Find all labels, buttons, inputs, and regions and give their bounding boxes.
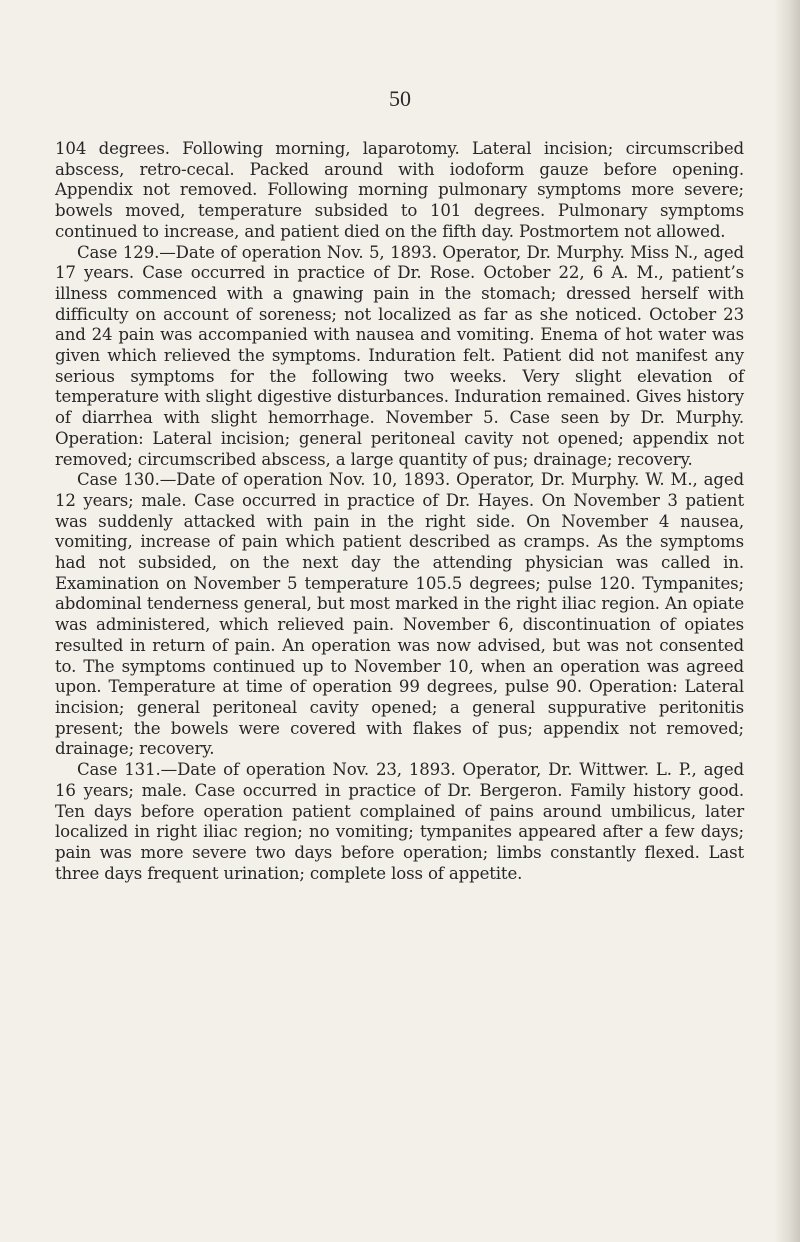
paragraph-case-130: Case 130.—Date of operation Nov. 10, 1893. Operator, Dr. Murphy. W. M., aged 12 years; male. Case occurred in practice of Dr. Hayes. On November 3 patient was suddenly attacked with pain in the right side. On November 4 nausea, vomiting, increase of pain which patient described as cramps. As the symptoms had not subsided, on the next day the attending physician was called in. Examination on November 5 temperature 105.5 degrees; pulse 120. Tympanites; abdominal tenderness general, but most marked in the right iliac region. An opiate was administered, which relieved pain. November 6, discontinuation of opiates resulted in return of pain. An operation was now advised, but was not consented to. The symptoms continued up to November 10, when an operation was agreed upon. Temperature at time of operation 99 degrees, pulse 90. Operation: Lateral incision; general peritoneal cavity opened; a general suppurative peritonitis present; the bowels were covered with flakes of pus; appendix not removed; drainage; recovery. [55, 470, 744, 759]
page-number: 50 [389, 86, 411, 111]
body-text [55, 139, 744, 884]
paragraph-case-129: Case 129.—Date of operation Nov. 5, 1893. Operator, Dr. Murphy. Miss N., aged 17 years. Case occurred in practice of Dr. Rose. October 22, 6 A. M., patient’s illness commenced with a gnawing pain in the stomach; dressed herself with difficulty on account of soreness; not localized as far as she noticed. October 23 and 24 pain was accompanied with nausea and vomiting. Enema of hot water was given which relieved the symptoms. Induration felt. Patient did not manifest any serious symptoms for the following two weeks. Very slight elevation of temperature with slight digestive disturbances. Induration remained. Gives history of diarrhea with slight hemorrhage. November 5. Case seen by Dr. Murphy. Operation: Lateral incision; general peritoneal cavity not opened; appendix not removed; circumscribed abscess, a large quantity of pus; drainage; recovery. [55, 242, 744, 469]
paragraph-case-131: Case 131.—Date of operation Nov. 23, 1893. Operator, Dr. Wittwer. L. P., aged 16 years; male. Case occurred in practice of Dr. Bergeron. Family history good. Ten days before operation patient complained of pains around umbilicus, later localized in right iliac region; no vomiting; tympanites appeared after a few days; pain was more severe two days before operation; limbs constantly flexed. Last three days frequent urination; complete loss of appetite. [55, 760, 744, 883]
page-edge-shadow [774, 0, 800, 1242]
paragraph-continuation: 104 degrees. Following morning, laparotomy. Lateral incision; circumscribed abscess, retro-cecal. Packed around with iodoform gauze before opening. Appendix not removed. Following morning pulmonary symptoms more severe; bowels moved, temperature subsided to 101 degrees. Pulmonary symptoms continued to increase, and patient died on the fifth day. Postmortem not allowed. [55, 139, 744, 241]
